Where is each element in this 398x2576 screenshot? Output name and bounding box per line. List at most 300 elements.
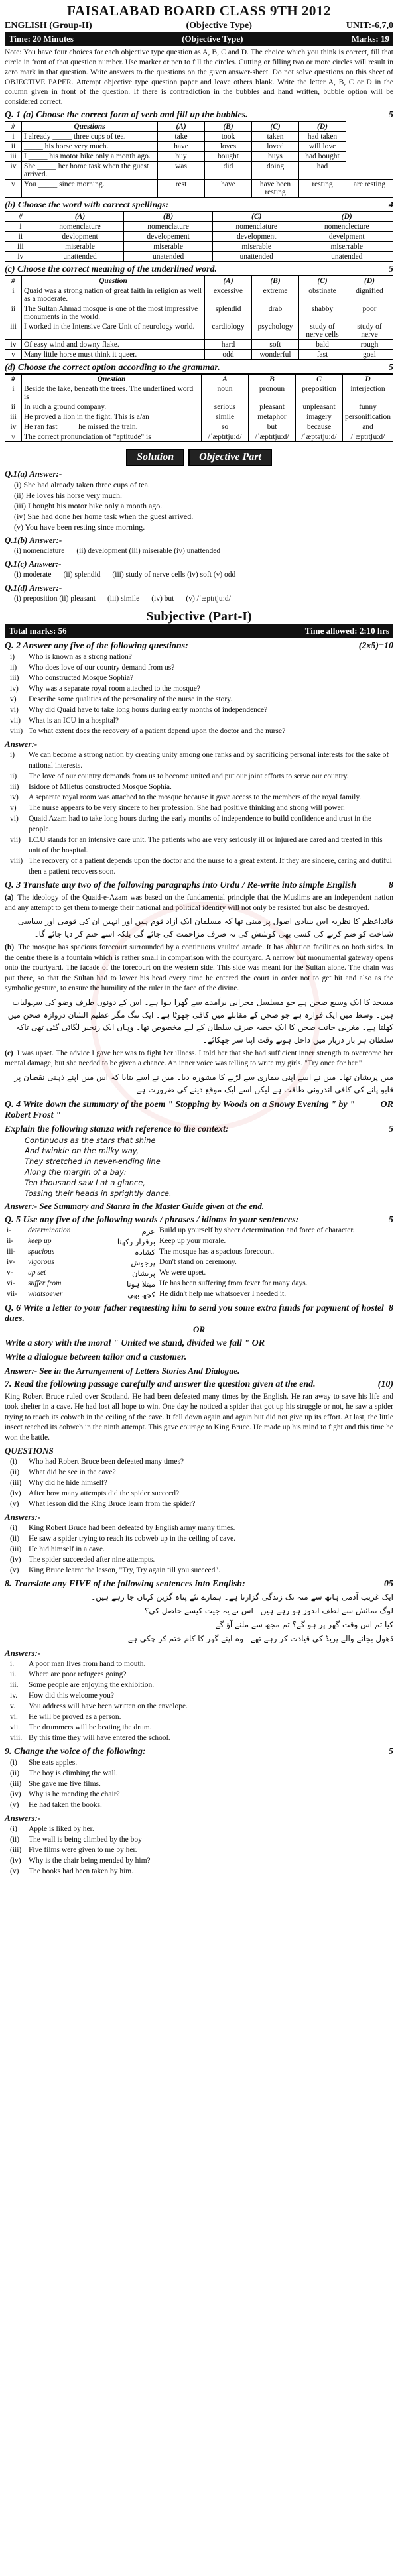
- table-cell: fast: [299, 350, 346, 360]
- unit-label: UNIT:-6,7,0: [346, 21, 393, 30]
- list-item: [5, 792, 393, 803]
- table-row: [5, 142, 393, 152]
- table-header-cell: (D): [300, 212, 393, 222]
- table-cell: interjection: [343, 384, 393, 402]
- idiom-word: vigorous: [28, 1258, 54, 1266]
- q4-sub-heading: [5, 1124, 393, 1135]
- paragraph-urdu: قائداعظم کا نظریہ اس بنیادی اصول پر مبنی تھا کہ مسلمان ایک آزاد قوم ہیں اور انہیں ان کی قومی اور سیاسی شناخت کو ضم کرنے کی کسی بھی کوشش کی نہ صرف مزاحمت کی جائے گی بلکہ اسے ختم کر دیا جائے گا۔: [17, 917, 393, 939]
- marks-label: Marks: 19: [351, 34, 389, 44]
- item-text: The love of our country demands from us to become united and put our joint efforts to serve our country.: [29, 772, 349, 780]
- item-number: i): [10, 751, 15, 759]
- q6-or1: OR: [192, 1324, 206, 1334]
- table-cell: noun: [202, 384, 249, 402]
- table-row: [5, 402, 393, 412]
- list-item: [5, 662, 393, 673]
- q3-paragraphs: [5, 893, 393, 1096]
- table-cell: Many little horse must think it queer.: [22, 350, 205, 360]
- list-item: [5, 1680, 393, 1690]
- item-number: viii): [10, 727, 23, 735]
- item-number: viii): [10, 857, 23, 865]
- item-text: After how many attempts did the spider succeed?: [29, 1490, 180, 1497]
- ans2-heading: Answer:-: [5, 739, 38, 749]
- table-cell: pronoun: [249, 384, 296, 402]
- item-text: Five films were given to me by her.: [29, 1846, 137, 1854]
- list-item: [5, 683, 393, 694]
- item-number: (iii): [10, 1479, 22, 1487]
- list-item: [5, 803, 393, 813]
- table-cell: and: [343, 422, 393, 432]
- row-number: i: [5, 384, 22, 402]
- q1b-heading: [5, 200, 393, 211]
- table-cell: Of easy wind and downy flake.: [22, 340, 205, 350]
- table-cell: You _____ since morning.: [22, 180, 158, 198]
- answer-item: (iv) but: [151, 595, 174, 603]
- item-text: He saw a spider trying to reach its cobweb up in the ceiling of cave.: [29, 1535, 235, 1543]
- q1c-heading: [5, 264, 393, 276]
- q6-marks: 8: [389, 1303, 393, 1313]
- table-cell: bought: [205, 152, 252, 162]
- q7-heading: [5, 1379, 393, 1390]
- item-number: (i): [10, 1825, 17, 1833]
- example-sentence: The mosque has a spacious forecourt.: [159, 1247, 275, 1256]
- list-item: [5, 1467, 393, 1478]
- item-number: iii): [10, 674, 19, 682]
- row-number: iii: [5, 152, 22, 162]
- idiom-word: up set: [28, 1268, 46, 1277]
- item-text: He will be proved as a person.: [29, 1713, 121, 1721]
- paragraph-english: I was upset. The advice I gave her was to fight her illness. I told her that she had sufficient inner strength to overcome her mental damage, but she needed to be given a chance. An inner voice was telling to write my girls. "Try once for her.": [5, 1049, 393, 1067]
- list-item: [5, 1722, 393, 1733]
- table-cell: development: [212, 232, 300, 242]
- table-cell: shabby: [299, 304, 346, 322]
- table-row: [5, 422, 393, 432]
- header-time-row: [5, 32, 393, 46]
- q2-marks: (2x5)=10: [358, 641, 393, 651]
- item-number: (iii): [10, 1780, 22, 1788]
- urdu-meaning: مبتلا ہونا: [126, 1279, 155, 1289]
- item-number: ii): [10, 772, 17, 780]
- table-cell: bald: [299, 340, 346, 350]
- item-text: The drummers will be beating the drum.: [29, 1724, 152, 1731]
- table-cell: unattended: [212, 252, 300, 262]
- subjective-info-row: [5, 624, 393, 638]
- item-number: (iii): [10, 1545, 22, 1553]
- list-item: [5, 1565, 393, 1576]
- item-number: vii): [10, 717, 21, 725]
- q7-title: 7. Read the following passage carefully and answer the question given at the end.: [5, 1379, 316, 1389]
- table-cell: had taken: [299, 132, 346, 142]
- table-row: [5, 322, 393, 340]
- paragraph-english: The ideology of the Quaid-e-Azam was based on the fundamental principle that the Muslims are an independent nation and any attempt to get them to merge their national and political identity will not only be resisted but also be destroyed.: [5, 894, 393, 912]
- list-item: [5, 1701, 393, 1712]
- table-cell: poor: [346, 304, 393, 322]
- q4-poem: [5, 1135, 393, 1199]
- q8-marks: 05: [384, 1579, 393, 1589]
- list-item: [5, 726, 393, 736]
- board-title: FAISALABAD BOARD CLASS 9TH 2012: [67, 3, 331, 19]
- table-row: [5, 350, 393, 360]
- table-cell: /ˈæptətjuːd/: [296, 432, 343, 442]
- item-number: iv.: [10, 1692, 18, 1700]
- table-cell: I worked in the Intensive Care Unit of neurology world.: [22, 322, 205, 340]
- list-item: [5, 694, 393, 705]
- table-header-cell: (A): [205, 276, 252, 286]
- q1a-marks: 5: [389, 110, 393, 120]
- row-number: iv: [5, 422, 22, 432]
- item-number: v): [10, 804, 17, 812]
- table-cell: miserable: [36, 242, 124, 252]
- item-text: What is an ICU in a hospital?: [29, 717, 119, 725]
- row-number: iii: [5, 412, 22, 422]
- row-number: iii: [5, 322, 22, 340]
- table-cell: preposition: [296, 384, 343, 402]
- item-number: (iv): [10, 1490, 21, 1497]
- table-header-cell: C: [296, 375, 343, 384]
- q8-title: 8. Translate any FIVE of the following sentences into English:: [5, 1579, 245, 1589]
- item-text: He had taken the books.: [29, 1801, 102, 1809]
- table-cell: rest: [158, 180, 205, 198]
- time-allowed: Time allowed: 2:10 hrs: [304, 626, 389, 636]
- q7-answers-heading: Answers:-: [5, 1512, 41, 1522]
- table-cell: nomenclature: [124, 222, 213, 232]
- example-sentence: He didn't help me whatsoever I needed it.: [159, 1289, 287, 1298]
- item-number: i-: [7, 1226, 12, 1234]
- q4-sub: Explain the following stanza with reference to the context:: [5, 1124, 229, 1134]
- table-row: [5, 286, 393, 304]
- table-row: [5, 1289, 393, 1300]
- list-item: [5, 1757, 393, 1768]
- table-row: [5, 1226, 393, 1236]
- list-item: [5, 1478, 393, 1488]
- table-header-cell: A: [202, 375, 249, 384]
- table-cell: study of nerve cells: [299, 322, 346, 340]
- item-text: The boy is climbing the wall.: [29, 1769, 118, 1777]
- item-text: The books had been taken by him.: [29, 1867, 134, 1875]
- q5-title: Q. 5 Use any five of the following words / phrases / idioms in your sentences:: [5, 1214, 299, 1225]
- example-sentence: Keep up your morale.: [159, 1236, 226, 1245]
- table-cell: but: [249, 422, 296, 432]
- answer-item: (v) /ˈæptɪtjuːd/: [186, 595, 231, 603]
- answer-item: (iii) study of nerve cells (iv) soft (v) odd: [112, 571, 236, 579]
- q4-title: Q. 4 Write down the summary of the poem " Stopping by Woods on a Snowy Evening " by " Robert Frost ": [5, 1099, 355, 1120]
- table-row: [5, 340, 393, 350]
- list-item: [5, 1712, 393, 1722]
- table-row: [5, 384, 393, 402]
- table-cell: was: [158, 162, 205, 180]
- row-number: iv: [5, 162, 22, 180]
- item-number: vi): [10, 706, 19, 714]
- item-text: She eats apples.: [29, 1759, 78, 1767]
- item-text: What did he see in the cave?: [29, 1468, 116, 1476]
- paragraph-key: (c): [5, 1049, 13, 1057]
- list-item: [5, 1488, 393, 1499]
- example-sentence: Build up yourself by sheer determination and force of character.: [159, 1226, 355, 1234]
- item-text: Apple is liked by her.: [29, 1825, 94, 1833]
- table-cell: pleasant: [249, 402, 296, 412]
- table-cell: have: [158, 142, 205, 152]
- text-line: ایک غریب آدمی ہاتھ سے منہ تک زندگی گزارتا ہے۔ ہمارے نئے پناہ گزین کہاں جا رہے ہیں۔: [91, 1592, 393, 1602]
- item-number: iv-: [7, 1258, 15, 1266]
- q1d-heading: [5, 363, 393, 374]
- item-text: Why did Quaid have to take long hours during early months of independence?: [29, 706, 268, 714]
- item-number: (ii): [10, 1836, 20, 1844]
- paragraph: [5, 1049, 393, 1069]
- text-line: And twinkle on the milky way,: [25, 1145, 139, 1155]
- item-number: vii.: [10, 1724, 21, 1731]
- item-number: (iv): [10, 1556, 21, 1564]
- answer-item: (i) moderate: [14, 571, 52, 579]
- table-cell: psychology: [252, 322, 299, 340]
- item-text: Who constructed Mosque Sophia?: [29, 674, 134, 682]
- idiom-word: spacious: [28, 1247, 55, 1256]
- table-cell: develpment: [300, 232, 393, 242]
- table-cell: /ˈæptɪtjuːd/: [249, 432, 296, 442]
- table-cell: nomenclecture: [300, 222, 393, 232]
- q4-or: OR: [380, 1099, 393, 1110]
- item-text: Why was a separate royal room attached to the mosque?: [29, 685, 200, 693]
- table-cell: I already _____ three cups of tea.: [22, 132, 158, 142]
- table-row: [5, 412, 393, 422]
- table-cell: had: [299, 162, 346, 180]
- item-number: (iv): [10, 1857, 21, 1865]
- table-cell: rough: [346, 340, 393, 350]
- text-line: Continuous as the stars that shine: [25, 1135, 156, 1145]
- item-number: vi): [10, 815, 19, 823]
- table-header-cell: (A): [158, 122, 205, 132]
- table-cell: unpleasant: [296, 402, 343, 412]
- table-cell: _____ his horse very much.: [22, 142, 158, 152]
- table-row: [5, 252, 393, 262]
- q4-marks: 5: [389, 1124, 393, 1134]
- text-line: (ii) He loves his horse very much.: [14, 491, 122, 500]
- item-text: We can become a strong nation by creating unity among one ranks and by sacrificing personal interests for the sake of national interests.: [29, 751, 389, 770]
- item-text: He hid himself in a cave.: [29, 1545, 105, 1553]
- table-cell: cardiology: [205, 322, 252, 340]
- q1a-heading: [5, 110, 393, 121]
- list-item: [5, 1544, 393, 1554]
- table-cell: will love: [299, 142, 346, 152]
- q6-alt2: [5, 1352, 393, 1363]
- table-cell: drab: [252, 304, 299, 322]
- q7-marks: (10): [377, 1379, 393, 1389]
- item-number: iii): [10, 783, 19, 791]
- row-number: i: [5, 286, 22, 304]
- table-row: [5, 180, 393, 198]
- ans1a-list: [5, 479, 393, 532]
- item-text: By this time they will have entered the school.: [29, 1734, 170, 1742]
- item-number: vi.: [10, 1713, 18, 1721]
- table-cell: goal: [346, 350, 393, 360]
- text-line: کیا تم اس وقت گھر پر ہو گے؟ تم مجھ سے ملنے آؤ گے۔: [210, 1620, 393, 1629]
- table-cell: nomenclature: [36, 222, 124, 232]
- item-text: What lesson did the King Bruce learn from the spider?: [29, 1500, 196, 1508]
- q6-answer: Answer:- See in the Arrangement of Letters Stories And Dialogue.: [5, 1365, 240, 1376]
- item-number: vii-: [7, 1289, 17, 1298]
- table-header-cell: (C): [212, 212, 300, 222]
- q6-alt1: [5, 1338, 393, 1349]
- q1c-marks: 5: [389, 264, 393, 274]
- item-text: King Robert Bruce had been defeated by English army many times.: [29, 1524, 235, 1532]
- list-item: [5, 673, 393, 683]
- urdu-meaning: کشادہ: [134, 1247, 155, 1257]
- item-number: vii): [10, 836, 21, 844]
- q1d-title: (d) Choose the correct option according to the grammar.: [5, 363, 220, 373]
- q7-passage: King Robert Bruce ruled over Scotland. He had been defeated many times by the English. He ran away to save his life and took shelter in a cave. He had lost all hope to win. One day he noticed a spider that got up his struggle or not, he saw a spider trying to reach its cobweb in the ceiling of the cave. It fell down again and again but did not give up its effort. At last, the little insect reached its cobweb in the ninth attempt. This gave courage to King Bruce. He made up his mind to fight and this time he won the battle.: [5, 1392, 393, 1442]
- text-line: Tossing their heads in sprightly dance.: [25, 1188, 172, 1198]
- table-cell: are resting: [346, 180, 393, 198]
- table-row: [5, 304, 393, 322]
- table-header-cell: D: [343, 375, 393, 384]
- urdu-meaning: برقرار رکھنا: [117, 1236, 155, 1246]
- table-row: [5, 1236, 393, 1247]
- example-sentence: He has been suffering from fever for many days.: [159, 1279, 308, 1287]
- urdu-meaning: کچھ بھی: [127, 1289, 155, 1299]
- item-number: vi-: [7, 1279, 15, 1287]
- table-header-cell: Questions: [22, 122, 158, 132]
- list-item: [5, 1789, 393, 1800]
- row-number: ii: [5, 142, 22, 152]
- item-text: A poor man lives from hand to mouth.: [29, 1660, 146, 1668]
- table-cell: buys: [252, 152, 299, 162]
- item-number: iv): [10, 685, 19, 693]
- q1b-table: [5, 211, 393, 262]
- table-header-cell: (C): [252, 122, 299, 132]
- table-row: [5, 1268, 393, 1279]
- q2-title: Q. 2 Answer any five of the following questions:: [5, 641, 188, 651]
- row-number: v: [5, 350, 22, 360]
- q5-heading: [5, 1215, 393, 1226]
- item-text: I.C.U stands for an intensive care unit. The patients who are very seriously ill or injured are cared and treated in this unit of the hospital.: [29, 836, 383, 854]
- q1b-title: (b) Choose the word with correct spellings:: [5, 200, 169, 210]
- q6-alt2-text: Write a dialogue between tailor and a customer.: [5, 1352, 187, 1362]
- q9-marks: 5: [389, 1747, 393, 1757]
- item-text: Isidore of Miletus constructed Mosque Sophia.: [29, 783, 172, 791]
- subject-label: ENGLISH (Group-II): [5, 21, 92, 30]
- item-number: v.: [10, 1702, 15, 1710]
- text-line: ڈھول بجانے والے پریڈ کی قیادت کر رہے تھے۔ وہ اپنے گھر کا کام ختم کر چکی ہے۔: [123, 1634, 393, 1643]
- list-item: [5, 1834, 393, 1845]
- list-item: [5, 1554, 393, 1565]
- item-text: The recovery of a patient depends upon the doctor and the nurse to a great extent. If they are sincere, caring and dutiful then a patient recovers soon.: [29, 857, 392, 876]
- table-cell: dignified: [346, 286, 393, 304]
- table-row: [5, 1258, 393, 1268]
- list-item: [5, 1845, 393, 1855]
- table-header-cell: Question: [22, 375, 202, 384]
- table-header-cell: #: [5, 276, 22, 286]
- ans2-list: [5, 750, 393, 877]
- type-label: (Objective Type): [186, 21, 252, 30]
- item-text: Where are poor refugees going?: [29, 1670, 127, 1678]
- q3-marks: 8: [389, 880, 393, 890]
- list-item: [5, 1523, 393, 1533]
- answer-item: (i) nomenclature: [14, 547, 65, 555]
- table-cell: She _____ her home task when the guest arrived.: [22, 162, 158, 180]
- table-row: [5, 432, 393, 442]
- list-item: [5, 1669, 393, 1680]
- table-header-cell: (D): [299, 122, 346, 132]
- list-item: [5, 1855, 393, 1866]
- header-subject-row: [5, 21, 393, 31]
- table-cell: soft: [252, 340, 299, 350]
- list-item: [5, 1824, 393, 1834]
- item-text: How did this welcome you?: [29, 1692, 115, 1700]
- q9-list: [5, 1757, 393, 1810]
- table-cell: wonderful: [252, 350, 299, 360]
- list-item: [5, 1456, 393, 1467]
- list-item: [5, 1690, 393, 1701]
- text-line: لوگ نمائش سے لطف اندوز ہو رہے ہیں۔ اس نے یہ جیت کیسے حاصل کی؟: [144, 1606, 393, 1615]
- row-number: ii: [5, 232, 36, 242]
- exam-page: [5, 0, 393, 1877]
- row-number: i: [5, 222, 36, 232]
- table-cell: miserrable: [300, 242, 393, 252]
- paragraph-english: The mosque has spacious forecourt surrounded by a continuous vaulted arcade. It has ablution facilities on both sides. In the centre there is a fountain which is rather small in comparison with the courtyard. A narrow but monumental gateway opens onto the courtyard. The facade of the forecourt on the western side. This side was meant for the Sultan alone. The chain was put there, so that the Sultan had to lower his head every time he entered the court in order not to get hit and also as the symbolic gesture, to ensure the humility of the ruler in the face of the divine.: [5, 943, 393, 992]
- item-number: (i): [10, 1458, 17, 1466]
- table-cell: Quaid was a strong nation of great faith in religion as well as a moderate.: [22, 286, 205, 304]
- row-number: iv: [5, 252, 36, 262]
- table-cell: imagery: [296, 412, 343, 422]
- table-cell: splendid: [205, 304, 252, 322]
- table-cell: doing: [252, 162, 299, 180]
- ans1c-heading: Q.1(c) Answer:-: [5, 559, 62, 569]
- row-number: ii: [5, 304, 22, 322]
- table-cell: /ˈæptɪtjuːd/: [202, 432, 249, 442]
- text-line: (v) You have been resting since morning.: [14, 522, 145, 532]
- q1c-table: [5, 276, 393, 360]
- table-cell: have been resting: [252, 180, 299, 198]
- q6-heading: [5, 1303, 393, 1324]
- q2-heading: [5, 641, 393, 652]
- table-cell: because: [296, 422, 343, 432]
- table-cell: devlopment: [36, 232, 124, 242]
- item-number: (v): [10, 1867, 19, 1875]
- q4-heading: [5, 1100, 393, 1121]
- urdu-meaning: پرجوش: [131, 1258, 155, 1267]
- ans1d-row: [14, 593, 393, 604]
- q8-heading: [5, 1579, 393, 1590]
- item-number: viii.: [10, 1734, 23, 1742]
- table-cell: He ran fast_____ he missed the train.: [22, 422, 202, 432]
- text-line: (i) She had already taken three cups of tea.: [14, 480, 150, 489]
- item-text: Who does love of our country demand from us?: [29, 664, 175, 672]
- q3-heading: [5, 880, 393, 891]
- item-number: ii): [10, 664, 17, 672]
- table-row: [5, 162, 393, 180]
- ans1a-heading: Q.1(a) Answer:-: [5, 469, 62, 479]
- paragraph: [5, 943, 393, 994]
- item-text: The nurse appears to be very sincere to her profession. She had positive thinking and strong will power.: [29, 804, 345, 812]
- item-number: iii.: [10, 1681, 19, 1689]
- list-item: [5, 1533, 393, 1544]
- table-header-row: [5, 276, 393, 286]
- q1c-title: (c) Choose the correct meaning of the underlined word.: [5, 264, 218, 274]
- q3-title: Q. 3 Translate any two of the following paragraphs into Urdu / Re-write into simple English: [5, 880, 357, 890]
- solution-label: Solution: [126, 449, 184, 466]
- table-row: [5, 152, 393, 162]
- table-header-cell: #: [5, 375, 22, 384]
- row-number: iii: [5, 242, 36, 252]
- idiom-word: determination: [28, 1226, 71, 1234]
- table-cell: In such a ground company.: [22, 402, 202, 412]
- text-line: They stretched in never-ending line: [25, 1156, 161, 1166]
- table-cell: buy: [158, 152, 205, 162]
- item-number: (v): [10, 1500, 19, 1508]
- ans1c-row: [14, 569, 393, 580]
- item-number: (i): [10, 1524, 17, 1532]
- table-header-cell: #: [5, 212, 36, 222]
- list-item: [5, 856, 393, 877]
- list-item: [5, 1733, 393, 1743]
